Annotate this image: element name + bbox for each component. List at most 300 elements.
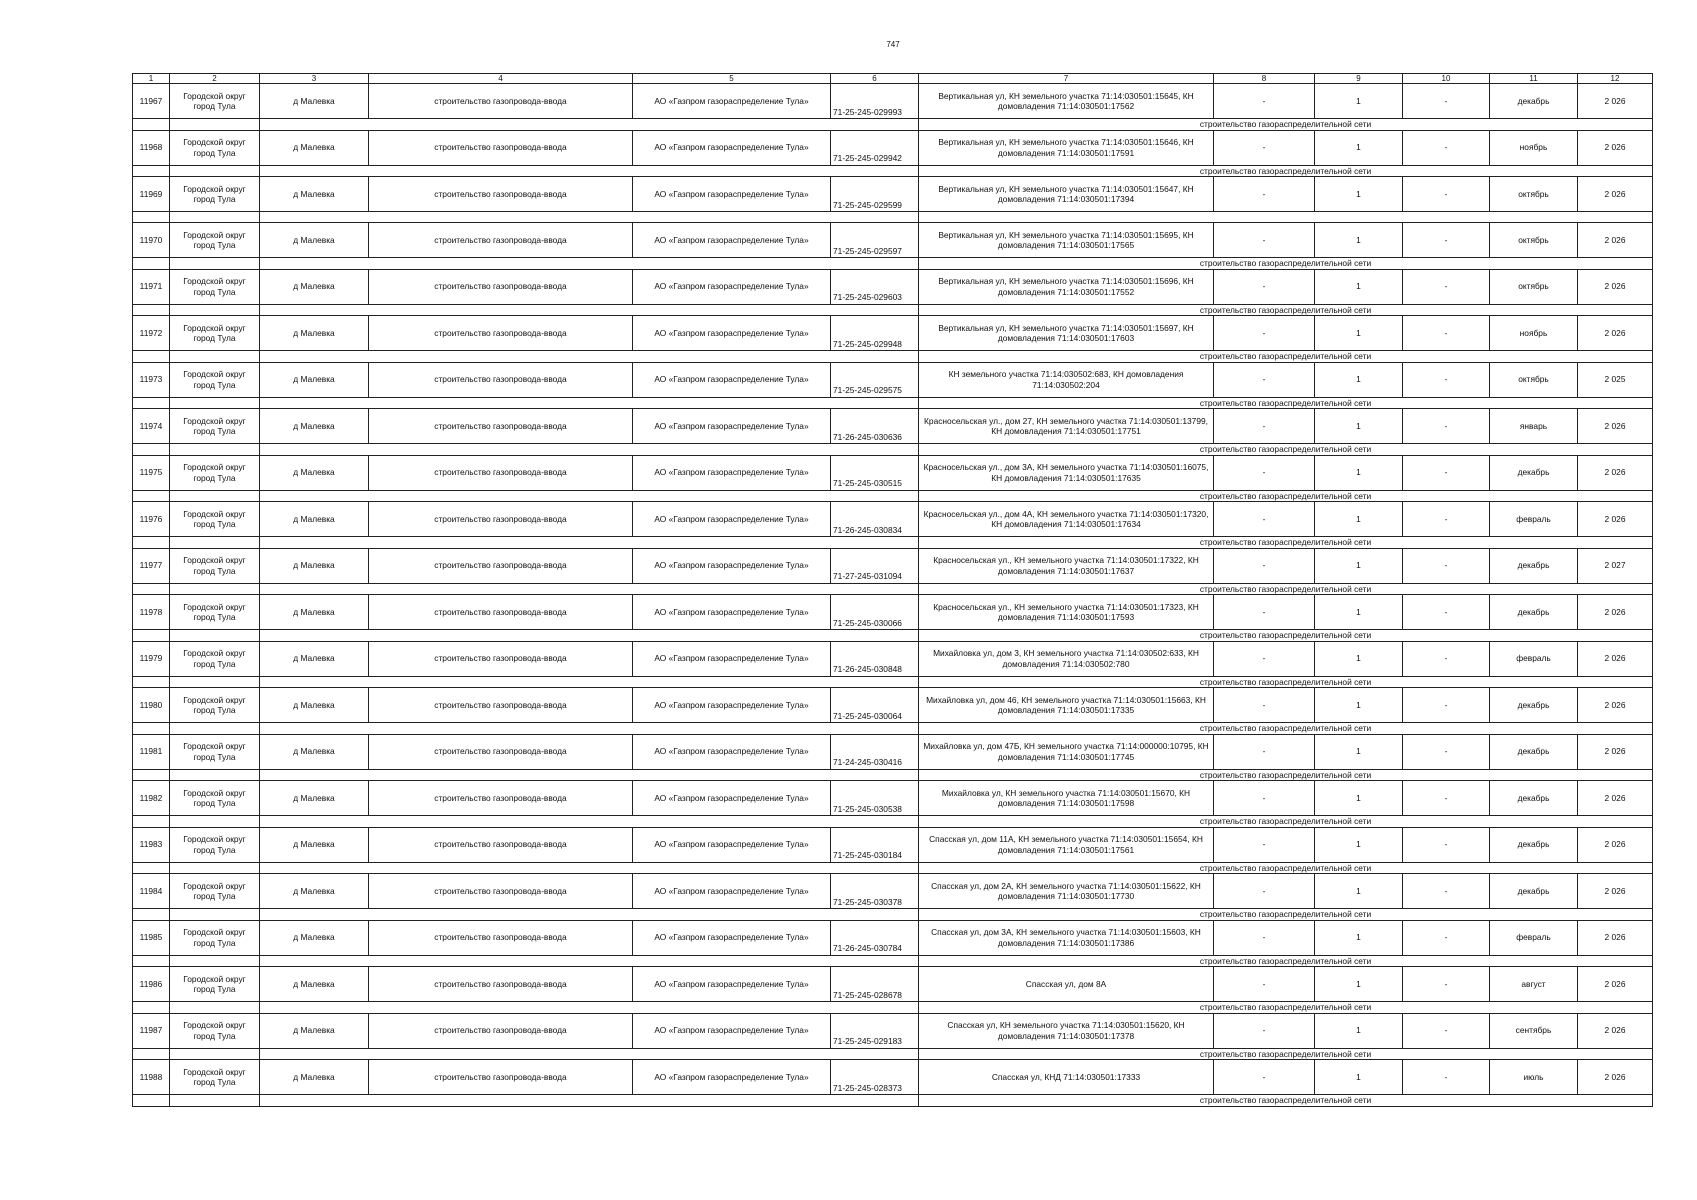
year-cell: 2 026 xyxy=(1578,920,1653,955)
address-cell: Вертикальная ул, КН земельного участка 71:14:030501:15696, КН домовладения 71:14:030501:17552 xyxy=(919,269,1214,304)
address-cell: Михайловка ул, КН земельного участка 71:14:030501:15670, КН домовладения 71:14:030501:17598 xyxy=(919,781,1214,816)
sub-row xyxy=(133,537,1653,549)
sub-row xyxy=(133,212,1653,223)
sub-row xyxy=(133,397,1653,409)
sub-row-blank xyxy=(133,165,170,177)
sub-row-blank xyxy=(170,583,260,595)
cadastral-number-text: 71-25-245-029597 xyxy=(833,245,902,256)
cadastral-number-text: 71-26-245-030636 xyxy=(833,431,902,442)
table-row xyxy=(133,316,1653,351)
quantity-cell: 1 xyxy=(1315,130,1403,165)
sub-row-description: строительство газораспределительной сети xyxy=(919,1048,1653,1060)
sub-row-description: строительство газораспределительной сети xyxy=(919,165,1653,177)
sub-row-description: строительство газораспределительной сети xyxy=(919,351,1653,363)
sub-row-blank xyxy=(260,1048,919,1060)
table-body xyxy=(133,74,1653,1107)
row-number-cell: 11988 xyxy=(133,1060,170,1095)
month-cell: декабрь xyxy=(1490,688,1578,723)
row-number-cell: 11970 xyxy=(133,223,170,258)
quantity-cell: 1 xyxy=(1315,84,1403,119)
year-cell: 2 026 xyxy=(1578,595,1653,630)
row-number-cell: 11983 xyxy=(133,827,170,862)
address-cell: Спасская ул, дом 8А xyxy=(919,967,1214,1002)
cadastral-number-text: 71-25-245-030515 xyxy=(833,478,902,488)
sub-row xyxy=(133,909,1653,921)
settlement-cell: д Малевка xyxy=(260,734,369,769)
column-10-cell: - xyxy=(1403,548,1490,583)
cadastral-number-cell xyxy=(831,84,919,119)
address-cell: Спасская ул, КНД 71:14:030501:17333 xyxy=(919,1060,1214,1095)
column-10-cell: - xyxy=(1403,920,1490,955)
cadastral-number-cell xyxy=(831,734,919,769)
table-row xyxy=(133,177,1653,212)
sub-row-description: строительство газораспределительной сети xyxy=(919,537,1653,549)
cadastral-number-cell xyxy=(831,641,919,676)
settlement-cell: д Малевка xyxy=(260,1060,369,1095)
work-type-cell: строительство газопровода-ввода xyxy=(369,455,633,490)
sub-row-blank xyxy=(133,1048,170,1060)
cadastral-number-text: 71-25-245-030184 xyxy=(833,850,902,860)
cadastral-number-text: 71-25-245-028678 xyxy=(833,989,902,1000)
cadastral-number-cell xyxy=(831,362,919,397)
settlement-cell: д Малевка xyxy=(260,827,369,862)
organization-cell: АО «Газпром газораспределение Тула» xyxy=(633,781,831,816)
quantity-cell: 1 xyxy=(1315,688,1403,723)
column-8-cell: - xyxy=(1214,781,1315,816)
column-header: 7 xyxy=(919,74,1214,84)
registry-table xyxy=(132,73,1653,1107)
quantity-cell: 1 xyxy=(1315,316,1403,351)
cadastral-number-cell xyxy=(831,177,919,212)
column-header: 11 xyxy=(1490,74,1578,84)
column-8-cell: - xyxy=(1214,316,1315,351)
sub-row xyxy=(133,1095,1653,1107)
address-cell: Красносельская ул., КН земельного участка 71:14:030501:17322, КН домовладения 71:14:030501:17637 xyxy=(919,548,1214,583)
sub-row xyxy=(133,583,1653,595)
sub-row-blank xyxy=(133,955,170,967)
sub-row-description: строительство газораспределительной сети xyxy=(919,444,1653,456)
organization-cell: АО «Газпром газораспределение Тула» xyxy=(633,967,831,1002)
column-header: 4 xyxy=(369,74,633,84)
sub-row-blank xyxy=(260,630,919,642)
organization-cell: АО «Газпром газораспределение Тула» xyxy=(633,827,831,862)
sub-row-description: строительство газораспределительной сети xyxy=(919,258,1653,270)
district-cell: Городской округ город Тула xyxy=(170,316,260,351)
quantity-cell: 1 xyxy=(1315,967,1403,1002)
column-header: 10 xyxy=(1403,74,1490,84)
address-cell: Вертикальная ул, КН земельного участка 71:14:030501:15695, КН домовладения 71:14:030501:17565 xyxy=(919,223,1214,258)
work-type-cell: строительство газопровода-ввода xyxy=(369,223,633,258)
sub-row-blank xyxy=(133,1002,170,1014)
month-cell: октябрь xyxy=(1490,177,1578,212)
table-row xyxy=(133,781,1653,816)
column-10-cell: - xyxy=(1403,967,1490,1002)
table-row xyxy=(133,455,1653,490)
month-cell: октябрь xyxy=(1490,269,1578,304)
column-8-cell: - xyxy=(1214,130,1315,165)
column-10-cell: - xyxy=(1403,502,1490,537)
sub-row-description: строительство газораспределительной сети xyxy=(919,862,1653,874)
quantity-cell: 1 xyxy=(1315,1013,1403,1048)
table-row xyxy=(133,84,1653,119)
sub-row xyxy=(133,119,1653,131)
sub-row-blank xyxy=(170,165,260,177)
work-type-cell: строительство газопровода-ввода xyxy=(369,84,633,119)
column-8-cell: - xyxy=(1214,548,1315,583)
organization-cell: АО «Газпром газораспределение Тула» xyxy=(633,688,831,723)
table-row xyxy=(133,827,1653,862)
sub-row-blank xyxy=(170,351,260,363)
sub-row-blank xyxy=(170,1095,260,1107)
cadastral-number-cell xyxy=(831,223,919,258)
column-8-cell: - xyxy=(1214,1060,1315,1095)
table-row xyxy=(133,874,1653,909)
address-cell: Михайловка ул, дом 47Б, КН земельного участка 71:14:000000:10795, КН домовладения 71:14:030501:17745 xyxy=(919,734,1214,769)
month-cell: февраль xyxy=(1490,641,1578,676)
cadastral-number-text: 71-24-245-030416 xyxy=(833,757,902,767)
column-10-cell: - xyxy=(1403,734,1490,769)
address-cell: Спасская ул, КН земельного участка 71:14:030501:15620, КН домовладения 71:14:030501:17378 xyxy=(919,1013,1214,1048)
district-cell: Городской округ город Тула xyxy=(170,84,260,119)
quantity-cell: 1 xyxy=(1315,502,1403,537)
district-cell: Городской округ город Тула xyxy=(170,455,260,490)
cadastral-number-text: 71-25-245-029575 xyxy=(833,385,902,395)
cadastral-number-text: 71-25-245-029599 xyxy=(833,199,902,210)
sub-row-blank xyxy=(170,212,260,223)
district-cell: Городской округ город Тула xyxy=(170,874,260,909)
table-row xyxy=(133,1013,1653,1048)
address-cell: Красносельская ул., дом 27, КН земельного участка 71:14:030501:13799, КН домовладения 71:14:030501:17751 xyxy=(919,409,1214,444)
sub-row-blank xyxy=(260,583,919,595)
sub-row-blank xyxy=(260,397,919,409)
cadastral-number-text: 71-25-245-030378 xyxy=(833,896,902,907)
year-cell: 2 026 xyxy=(1578,130,1653,165)
month-cell: октябрь xyxy=(1490,362,1578,397)
table-row xyxy=(133,409,1653,444)
quantity-cell: 1 xyxy=(1315,455,1403,490)
column-8-cell: - xyxy=(1214,269,1315,304)
table-row xyxy=(133,734,1653,769)
column-10-cell: - xyxy=(1403,1060,1490,1095)
sub-row-blank xyxy=(133,119,170,131)
organization-cell: АО «Газпром газораспределение Тула» xyxy=(633,1013,831,1048)
sub-row-blank xyxy=(133,862,170,874)
settlement-cell: д Малевка xyxy=(260,177,369,212)
row-number-cell: 11969 xyxy=(133,177,170,212)
row-number-cell: 11967 xyxy=(133,84,170,119)
column-8-cell: - xyxy=(1214,595,1315,630)
sub-row xyxy=(133,1048,1653,1060)
district-cell: Городской округ город Тула xyxy=(170,1060,260,1095)
month-cell: ноябрь xyxy=(1490,130,1578,165)
sub-row-blank xyxy=(133,816,170,828)
organization-cell: АО «Газпром газораспределение Тула» xyxy=(633,269,831,304)
work-type-cell: строительство газопровода-ввода xyxy=(369,688,633,723)
district-cell: Городской округ город Тула xyxy=(170,827,260,862)
settlement-cell: д Малевка xyxy=(260,920,369,955)
organization-cell: АО «Газпром газораспределение Тула» xyxy=(633,874,831,909)
column-10-cell: - xyxy=(1403,362,1490,397)
settlement-cell: д Малевка xyxy=(260,130,369,165)
settlement-cell: д Малевка xyxy=(260,548,369,583)
cadastral-number-cell xyxy=(831,502,919,537)
sub-row-description: строительство газораспределительной сети xyxy=(919,119,1653,131)
sub-row xyxy=(133,490,1653,502)
organization-cell: АО «Газпром газораспределение Тула» xyxy=(633,641,831,676)
column-header: 6 xyxy=(831,74,919,84)
sub-row-blank xyxy=(133,444,170,456)
sub-row-blank xyxy=(133,583,170,595)
column-10-cell: - xyxy=(1403,84,1490,119)
cadastral-number-text: 71-26-245-030784 xyxy=(833,943,902,953)
month-cell: сентябрь xyxy=(1490,1013,1578,1048)
column-10-cell: - xyxy=(1403,269,1490,304)
cadastral-number-cell xyxy=(831,130,919,165)
year-cell: 2 027 xyxy=(1578,548,1653,583)
table-row xyxy=(133,1060,1653,1095)
cadastral-number-text: 71-25-245-029183 xyxy=(833,1036,902,1046)
sub-row-blank xyxy=(170,723,260,735)
year-cell: 2 026 xyxy=(1578,316,1653,351)
sub-row xyxy=(133,165,1653,177)
work-type-cell: строительство газопровода-ввода xyxy=(369,502,633,537)
month-cell: декабрь xyxy=(1490,84,1578,119)
table-row xyxy=(133,967,1653,1002)
quantity-cell: 1 xyxy=(1315,734,1403,769)
sub-row-description: строительство газораспределительной сети xyxy=(919,1095,1653,1107)
year-cell: 2 026 xyxy=(1578,502,1653,537)
column-10-cell: - xyxy=(1403,130,1490,165)
table-row xyxy=(133,595,1653,630)
organization-cell: АО «Газпром газораспределение Тула» xyxy=(633,548,831,583)
sub-row-blank xyxy=(260,165,919,177)
column-header: 12 xyxy=(1578,74,1653,84)
column-header: 9 xyxy=(1315,74,1403,84)
cadastral-number-text: 71-26-245-030834 xyxy=(833,524,902,535)
settlement-cell: д Малевка xyxy=(260,1013,369,1048)
cadastral-number-text: 71-25-245-028373 xyxy=(833,1082,902,1093)
sub-row-blank xyxy=(133,351,170,363)
work-type-cell: строительство газопровода-ввода xyxy=(369,409,633,444)
sub-row xyxy=(133,1002,1653,1014)
sub-row xyxy=(133,444,1653,456)
organization-cell: АО «Газпром газораспределение Тула» xyxy=(633,502,831,537)
quantity-cell: 1 xyxy=(1315,781,1403,816)
sub-row xyxy=(133,676,1653,688)
sub-row-blank xyxy=(170,537,260,549)
sub-row-blank xyxy=(260,212,919,223)
column-8-cell: - xyxy=(1214,223,1315,258)
year-cell: 2 026 xyxy=(1578,688,1653,723)
column-8-cell: - xyxy=(1214,1013,1315,1048)
address-cell: Михайловка ул, дом 3, КН земельного участка 71:14:030502:633, КН домовладения 71:14:030502:780 xyxy=(919,641,1214,676)
address-cell: Вертикальная ул, КН земельного участка 71:14:030501:15646, КН домовладения 71:14:030501:17591 xyxy=(919,130,1214,165)
row-number-cell: 11985 xyxy=(133,920,170,955)
organization-cell: АО «Газпром газораспределение Тула» xyxy=(633,409,831,444)
month-cell: октябрь xyxy=(1490,223,1578,258)
sub-row-description: строительство газораспределительной сети xyxy=(919,676,1653,688)
column-header: 2 xyxy=(170,74,260,84)
work-type-cell: строительство газопровода-ввода xyxy=(369,641,633,676)
column-8-cell: - xyxy=(1214,641,1315,676)
sub-row-description: строительство газораспределительной сети xyxy=(919,816,1653,828)
organization-cell: АО «Газпром газораспределение Тула» xyxy=(633,223,831,258)
district-cell: Городской округ город Тула xyxy=(170,781,260,816)
work-type-cell: строительство газопровода-ввода xyxy=(369,827,633,862)
sub-row xyxy=(133,769,1653,781)
sub-row-blank xyxy=(260,862,919,874)
table-row xyxy=(133,502,1653,537)
year-cell: 2 026 xyxy=(1578,641,1653,676)
sub-row-blank xyxy=(133,258,170,270)
cadastral-number-text: 71-25-245-029948 xyxy=(833,338,902,349)
year-cell: 2 026 xyxy=(1578,269,1653,304)
work-type-cell: строительство газопровода-ввода xyxy=(369,130,633,165)
column-8-cell: - xyxy=(1214,688,1315,723)
address-cell: Вертикальная ул, КН земельного участка 71:14:030501:15647, КН домовладения 71:14:030501:17394 xyxy=(919,177,1214,212)
work-type-cell: строительство газопровода-ввода xyxy=(369,269,633,304)
sub-row-blank xyxy=(133,537,170,549)
table-row xyxy=(133,362,1653,397)
work-type-cell: строительство газопровода-ввода xyxy=(369,548,633,583)
settlement-cell: д Малевка xyxy=(260,641,369,676)
sub-row-blank xyxy=(260,1095,919,1107)
table-row xyxy=(133,130,1653,165)
sub-row-blank xyxy=(133,212,170,223)
sub-row-blank xyxy=(260,119,919,131)
row-number-cell: 11968 xyxy=(133,130,170,165)
year-cell: 2 026 xyxy=(1578,1060,1653,1095)
work-type-cell: строительство газопровода-ввода xyxy=(369,316,633,351)
column-10-cell: - xyxy=(1403,1013,1490,1048)
month-cell: февраль xyxy=(1490,502,1578,537)
cadastral-number-cell xyxy=(831,269,919,304)
column-8-cell: - xyxy=(1214,827,1315,862)
settlement-cell: д Малевка xyxy=(260,781,369,816)
district-cell: Городской округ город Тула xyxy=(170,595,260,630)
quantity-cell: 1 xyxy=(1315,548,1403,583)
column-10-cell: - xyxy=(1403,641,1490,676)
sub-row-blank xyxy=(170,304,260,316)
sub-row-blank xyxy=(260,909,919,921)
sub-row-description: строительство газораспределительной сети xyxy=(919,955,1653,967)
row-number-cell: 11974 xyxy=(133,409,170,444)
cadastral-number-cell xyxy=(831,920,919,955)
cadastral-number-cell xyxy=(831,409,919,444)
sub-row xyxy=(133,630,1653,642)
sub-row xyxy=(133,258,1653,270)
column-8-cell: - xyxy=(1214,455,1315,490)
sub-row-blank xyxy=(170,955,260,967)
settlement-cell: д Малевка xyxy=(260,595,369,630)
sub-row-blank xyxy=(170,444,260,456)
settlement-cell: д Малевка xyxy=(260,455,369,490)
sub-row-blank xyxy=(170,769,260,781)
sub-row-blank xyxy=(133,304,170,316)
year-cell: 2 026 xyxy=(1578,177,1653,212)
sub-row-description: строительство газораспределительной сети xyxy=(919,397,1653,409)
settlement-cell: д Малевка xyxy=(260,502,369,537)
cadastral-number-cell xyxy=(831,316,919,351)
district-cell: Городской округ город Тула xyxy=(170,1013,260,1048)
address-cell: Спасская ул, дом 3А, КН земельного участка 71:14:030501:15603, КН домовладения 71:14:030501:17386 xyxy=(919,920,1214,955)
settlement-cell: д Малевка xyxy=(260,223,369,258)
column-10-cell: - xyxy=(1403,455,1490,490)
cadastral-number-cell xyxy=(831,967,919,1002)
organization-cell: АО «Газпром газораспределение Тула» xyxy=(633,316,831,351)
row-number-cell: 11973 xyxy=(133,362,170,397)
sub-row-blank xyxy=(170,630,260,642)
quantity-cell: 1 xyxy=(1315,223,1403,258)
sub-row-description: строительство газораспределительной сети xyxy=(919,304,1653,316)
year-cell: 2 026 xyxy=(1578,84,1653,119)
address-cell: Спасская ул, дом 2А, КН земельного участка 71:14:030501:15622, КН домовладения 71:14:030501:17730 xyxy=(919,874,1214,909)
row-number-cell: 11978 xyxy=(133,595,170,630)
sub-row-description: строительство газораспределительной сети xyxy=(919,583,1653,595)
work-type-cell: строительство газопровода-ввода xyxy=(369,1060,633,1095)
column-8-cell: - xyxy=(1214,362,1315,397)
sub-row-blank xyxy=(260,444,919,456)
district-cell: Городской округ город Тула xyxy=(170,269,260,304)
column-10-cell: - xyxy=(1403,595,1490,630)
column-10-cell: - xyxy=(1403,781,1490,816)
sub-row-blank xyxy=(260,1002,919,1014)
settlement-cell: д Малевка xyxy=(260,874,369,909)
organization-cell: АО «Газпром газораспределение Тула» xyxy=(633,84,831,119)
district-cell: Городской округ город Тула xyxy=(170,362,260,397)
year-cell: 2 026 xyxy=(1578,827,1653,862)
row-number-cell: 11972 xyxy=(133,316,170,351)
cadastral-number-text: 71-25-245-030064 xyxy=(833,710,902,721)
sub-row-blank xyxy=(170,1002,260,1014)
sub-row-blank xyxy=(133,630,170,642)
sub-row-description: строительство газораспределительной сети xyxy=(919,490,1653,502)
district-cell: Городской округ город Тула xyxy=(170,967,260,1002)
column-10-cell: - xyxy=(1403,827,1490,862)
month-cell: ноябрь xyxy=(1490,316,1578,351)
row-number-cell: 11986 xyxy=(133,967,170,1002)
sub-row xyxy=(133,955,1653,967)
sub-row-blank xyxy=(133,909,170,921)
settlement-cell: д Малевка xyxy=(260,84,369,119)
cadastral-number-cell xyxy=(831,688,919,723)
month-cell: февраль xyxy=(1490,920,1578,955)
quantity-cell: 1 xyxy=(1315,827,1403,862)
sub-row xyxy=(133,351,1653,363)
district-cell: Городской округ город Тула xyxy=(170,734,260,769)
month-cell: август xyxy=(1490,967,1578,1002)
organization-cell: АО «Газпром газораспределение Тула» xyxy=(633,177,831,212)
work-type-cell: строительство газопровода-ввода xyxy=(369,920,633,955)
column-header: 8 xyxy=(1214,74,1315,84)
cadastral-number-cell xyxy=(831,1013,919,1048)
cadastral-number-cell xyxy=(831,827,919,862)
work-type-cell: строительство газопровода-ввода xyxy=(369,1013,633,1048)
address-cell: Вертикальная ул, КН земельного участка 71:14:030501:15645, КН домовладения 71:14:030501:17562 xyxy=(919,84,1214,119)
cadastral-number-text: 71-26-245-030848 xyxy=(833,664,902,674)
cadastral-number-text: 71-25-245-029942 xyxy=(833,153,902,163)
year-cell: 2 026 xyxy=(1578,409,1653,444)
sub-row-blank xyxy=(133,490,170,502)
district-cell: Городской округ город Тула xyxy=(170,920,260,955)
table-row xyxy=(133,269,1653,304)
cadastral-number-cell xyxy=(831,1060,919,1095)
cadastral-number-cell xyxy=(831,781,919,816)
cadastral-number-cell xyxy=(831,455,919,490)
year-cell: 2 026 xyxy=(1578,734,1653,769)
district-cell: Городской округ город Тула xyxy=(170,641,260,676)
cadastral-number-text: 71-25-245-030066 xyxy=(833,617,902,628)
